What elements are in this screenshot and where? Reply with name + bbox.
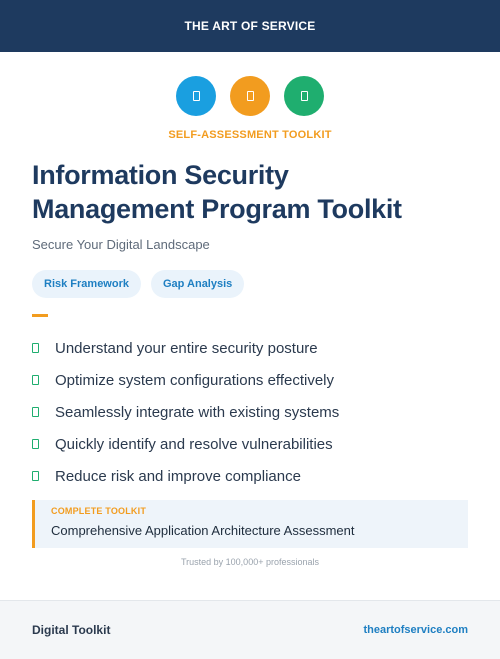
toolkit-callout [32,500,468,548]
check-icon [32,407,39,417]
callout-text: Comprehensive Application Architecture Assessment [51,523,355,538]
feature-text: Optimize system configurations effectively [55,371,335,389]
list-item [32,428,472,460]
list-item [32,460,472,492]
check-icon [32,471,39,481]
accent-divider [32,314,48,317]
top-banner [0,0,500,52]
feature-text: Quickly identify and resolve vulnerabilities [55,435,333,453]
check-icon [32,439,39,449]
lock-icon [176,76,216,116]
tag-risk-framework: Risk Framework [32,270,141,298]
icon-row [0,76,500,116]
feature-text: Reduce risk and improve compliance [55,467,301,485]
list-item [32,364,472,396]
feature-text: Seamlessly integrate with existing systems [55,403,340,421]
title-line-2: Management Program Toolkit [32,194,402,224]
feature-text: Understand your entire security posture [55,339,318,357]
tag-list [32,270,244,298]
check-icon [32,375,39,385]
page-subtitle: Secure Your Digital Landscape [32,237,210,252]
check-icon [32,343,39,353]
trust-note: Trusted by 100,000+ professionals [180,557,319,567]
tag-gap-analysis: Gap Analysis [151,270,244,298]
feature-list [32,332,472,492]
footer-label: Digital Toolkit [32,623,111,637]
title-line-1: Information Security [32,160,289,190]
toolkit-kicker: SELF-ASSESSMENT TOOLKIT [168,129,332,141]
document-icon [230,76,270,116]
website-link[interactable]: theartofservice.com [363,624,468,636]
shield-icon [284,76,324,116]
list-item [32,396,472,428]
callout-label: COMPLETE TOOLKIT [51,506,147,516]
brand-name: THE ART OF SERVICE [184,19,316,33]
list-item [32,332,472,364]
footer [0,600,500,659]
page-title [32,158,472,226]
